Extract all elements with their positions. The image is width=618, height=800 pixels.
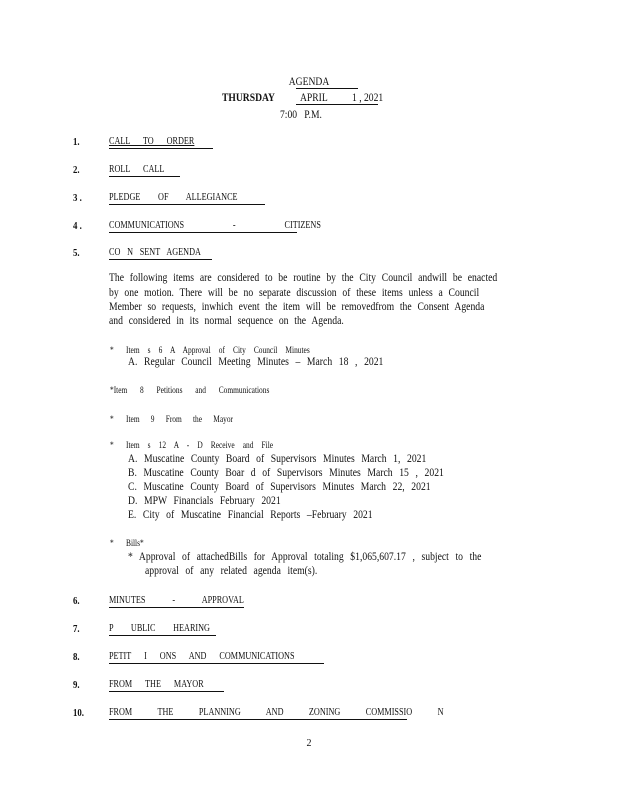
bullet: * [110,441,114,451]
item-heading-pledge: PLEDGE OF ALLEGIANCE [109,192,238,203]
heading-underline [109,663,324,664]
item-number: 8. [73,651,80,663]
heading-underline [109,204,265,205]
consent-line: B. Muscatine County Boar d of Supervisors Minutes March 15 , 2021 [128,467,444,479]
item-heading-roll-call: ROLL CALL [109,164,165,175]
item-heading-communications-citizens: COMMUNICATIONS - CITIZENS [109,220,321,231]
item-number: 5. [73,247,80,259]
title-underline [296,88,358,89]
heading-underline [109,635,216,636]
consent-line: A. Muscatine County Board of Supervisors Minutes March 1, 2021 [128,453,427,465]
page-number: 2 [306,738,312,749]
meeting-day: THURSDAY [222,90,275,104]
bullet: * [110,539,114,549]
heading-underline [109,176,180,177]
item-number: 10. [73,707,84,719]
heading-underline [109,148,213,149]
item-heading-from-the-mayor: FROM THE MAYOR [109,679,204,690]
item-number: 2. [73,164,80,176]
item-number: 6. [73,595,80,607]
consent-group-heading: Bills* [126,539,144,549]
consent-line: approval of any related agenda item(s). [145,565,318,577]
meeting-date: 1 , 2021 [352,90,384,104]
heading-underline [109,691,224,692]
consent-line: D. MPW Financials February 2021 [128,495,281,507]
item-heading-planning-zoning: FROM THE PLANNING AND ZONING COMMISSIO N [109,707,444,718]
consent-group-heading: Item s 6 A Approval of City Council Minutes [126,346,310,356]
item-number: 9. [73,679,80,691]
item-heading-minutes-approval: MINUTES - APPROVAL [109,595,244,606]
item-number: 4 . [73,220,82,232]
agenda-title: AGENDA [288,74,330,88]
consent-paragraph-line: by one motion. There will be no separate discussion of these items unless a Council [109,287,480,299]
item-number: 3 . [73,192,82,204]
consent-line: E. City of Muscatine Financial Reports –February 2021 [128,509,373,521]
consent-line: * Approval of attachedBills for Approval totaling $1,065,607.17 , subject to the [128,551,482,563]
heading-underline [109,719,407,720]
item-heading-consent-agenda: CO N SENT AGENDA [109,247,201,258]
item-number: 7. [73,623,80,635]
meeting-time: 7:00 P.M. [280,107,322,121]
item-heading-call-to-order: CALL TO ORDER [109,136,195,147]
heading-underline [109,607,244,608]
consent-line: C. Muscatine County Board of Supervisors Minutes March 22, 2021 [128,481,431,493]
item-number: 1. [73,136,80,148]
bullet: * [110,415,114,425]
consent-group-heading: *Item 8 Petitions and Communications [110,386,270,396]
consent-paragraph-line: Member so requests, inwhich event the item will be removedfrom the Consent Agenda [109,301,485,313]
item-heading-public-hearing: P UBLIC HEARING [109,623,210,634]
consent-line: A. Regular Council Meeting Minutes – March 18 , 2021 [128,356,384,368]
consent-paragraph-line: and considered in its normal sequence on the Agenda. [109,315,344,327]
consent-group-heading: Item s 12 A - D Receive and File [126,441,274,451]
consent-paragraph-line: The following items are considered to be routine by the City Council andwill be enacted [109,272,498,284]
date-underline [296,104,378,105]
heading-underline [109,259,212,260]
consent-group-heading: Item 9 From the Mayor [126,415,234,425]
item-heading-petitions: PETIT I ONS AND COMMUNICATIONS [109,651,295,662]
meeting-month: APRIL [300,90,328,104]
bullet: * [110,346,114,356]
heading-underline [109,232,297,233]
